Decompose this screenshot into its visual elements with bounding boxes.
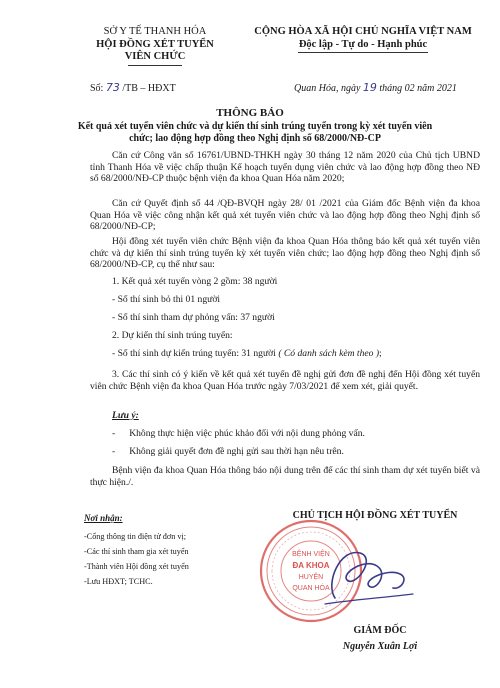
date-day-handwritten: 19: [362, 81, 377, 94]
doc-number-prefix: Số:: [90, 83, 104, 94]
stamp-line-2: ĐA KHOA: [292, 561, 330, 570]
doc-number-suffix: /TB – HĐXT: [122, 83, 176, 94]
item-1: 1. Kết quả xét tuyển vòng 2 gồm: 38 người: [112, 276, 278, 287]
paragraph-legal-basis-1: Căn cứ Công văn số 16761/UBND-THKH ngày 30 tháng 12 năm 2020 của Chủ tịch UBND tỉnh Thanh Hóa về việc chấp thuận Kế hoạch tuyển dụng viên chức và lao động hợp đồng theo NĐ số 68/2000/NĐ-CP thuộc bệnh viện đa khoa Quan Hóa năm 2020;: [90, 150, 480, 185]
recipient-item: -Thành viên Hội đồng xét tuyển: [84, 562, 189, 571]
motto-underline: [298, 52, 428, 53]
handwritten-signature: [305, 528, 425, 618]
item-2a: [112, 348, 500, 360]
stamp-line-1: BỆNH VIỆN: [292, 551, 330, 558]
date-suffix: tháng 02 năm 2021: [379, 83, 457, 94]
document-title: THÔNG BÁO: [216, 107, 284, 119]
note-label: Lưu ý:: [112, 410, 139, 421]
item-2a-text: - Số thí sinh dự kiến trúng tuyển: 31 người: [112, 348, 276, 359]
item-2a-note: ( Có danh sách kèm theo ): [278, 348, 380, 359]
note-item-2-text: Không giải quyết đơn đề nghị gửi sau thời hạn nêu trên.: [129, 446, 344, 457]
note-item-1: - Không thực hiện việc phúc khảo đối với nội dung phỏng vấn.: [112, 428, 365, 439]
national-motto: Độc lập - Tự do - Hạnh phúc: [298, 38, 428, 50]
item-1a: - Số thí sinh bỏ thi 01 người: [112, 294, 221, 305]
agency-underline: [128, 65, 182, 66]
paragraph-announcement: Hội đồng xét tuyển viên chức Bệnh viện đa khoa Quan Hóa thông báo kết quả xét tuyển viên chức và dự kiến thí sinh trúng tuyển kỳ xét tuyển viên chức; lao động hợp đồng theo Nghị định số 68/2000/NĐ-CP, cụ thể như sau:: [90, 236, 480, 271]
item-3: 3. Các thí sinh có ý kiến về kết quả xét tuyển đề nghị gửi đơn đề nghị đến Hội đồng xét tuyển viên chức Bệnh viện đa khoa Quan Hóa trước ngày 7/03/2021 để xem xét, giải quyết.: [90, 369, 480, 392]
item-1b: - Số thí sinh tham dự phỏng vấn: 37 người: [112, 312, 275, 323]
signer-name: Nguyễn Xuân Lợi: [342, 641, 418, 652]
date-prefix: Quan Hóa, ngày: [294, 83, 361, 94]
agency-line2: VIÊN CHỨC: [124, 51, 186, 62]
recipients-label: Nơi nhận:: [84, 513, 123, 523]
doc-number-handwritten: 73: [105, 81, 120, 94]
note-item-1-text: Không thực hiện việc phúc khảo đối với nội dung phỏng vấn.: [129, 428, 365, 439]
recipient-item: -Cổng thông tin điện tử đơn vị;: [84, 532, 187, 541]
document-date: [294, 81, 457, 94]
country-name: CỘNG HÒA XÃ HỘI CHỦ NGHĨA VIỆT NAM: [254, 26, 472, 37]
note-item-2: - Không giải quyết đơn đề nghị gửi sau thời hạn nêu trên.: [112, 446, 344, 457]
document-subtitle: Kết quả xét tuyển viên chức và dự kiến thí sinh trúng tuyển trong kỳ xét tuyển viên chức; lao động hợp đồng theo Nghị định số 68/2000/NĐ-CP: [77, 121, 433, 144]
item-2a-end: ;: [379, 348, 382, 359]
stamp-line-3: HUYỆN: [298, 574, 324, 581]
paragraph-legal-basis-2: Căn cứ Quyết định số 44 /QĐ-BVQH ngày 28/ 01 /2021 của Giám đốc Bệnh viện đa khoa Quan Hóa về việc công nhận kết quả xét tuyển viên chức và lao động hợp đồng theo Nghị định số 68/2000/NĐ-CP;: [90, 198, 480, 233]
recipient-item: -Các thí sinh tham gia xét tuyển: [84, 547, 189, 556]
document-number: [90, 81, 176, 94]
issuing-agency: [70, 26, 240, 66]
agency-top: SỞ Y TẾ THANH HÓA: [103, 26, 207, 37]
signer-title: CHỦ TỊCH HỘI ĐỒNG XÉT TUYỂN: [292, 510, 458, 521]
signer-role: GIÁM ĐỐC: [353, 625, 407, 636]
agency-line1: HỘI ĐỒNG XÉT TUYỂN: [96, 38, 214, 50]
item-2: 2. Dự kiến thí sinh trúng tuyển:: [112, 330, 233, 341]
recipient-item: -Lưu HĐXT; TCHC.: [84, 577, 153, 586]
stamp-line-4: QUAN HÓA: [292, 585, 330, 592]
closing-paragraph: Bệnh viện đa khoa Quan Hóa thông báo nội dung trên để các thí sinh tham dự xét tuyển biết và thực hiện./.: [90, 465, 480, 488]
national-header: [238, 26, 488, 53]
